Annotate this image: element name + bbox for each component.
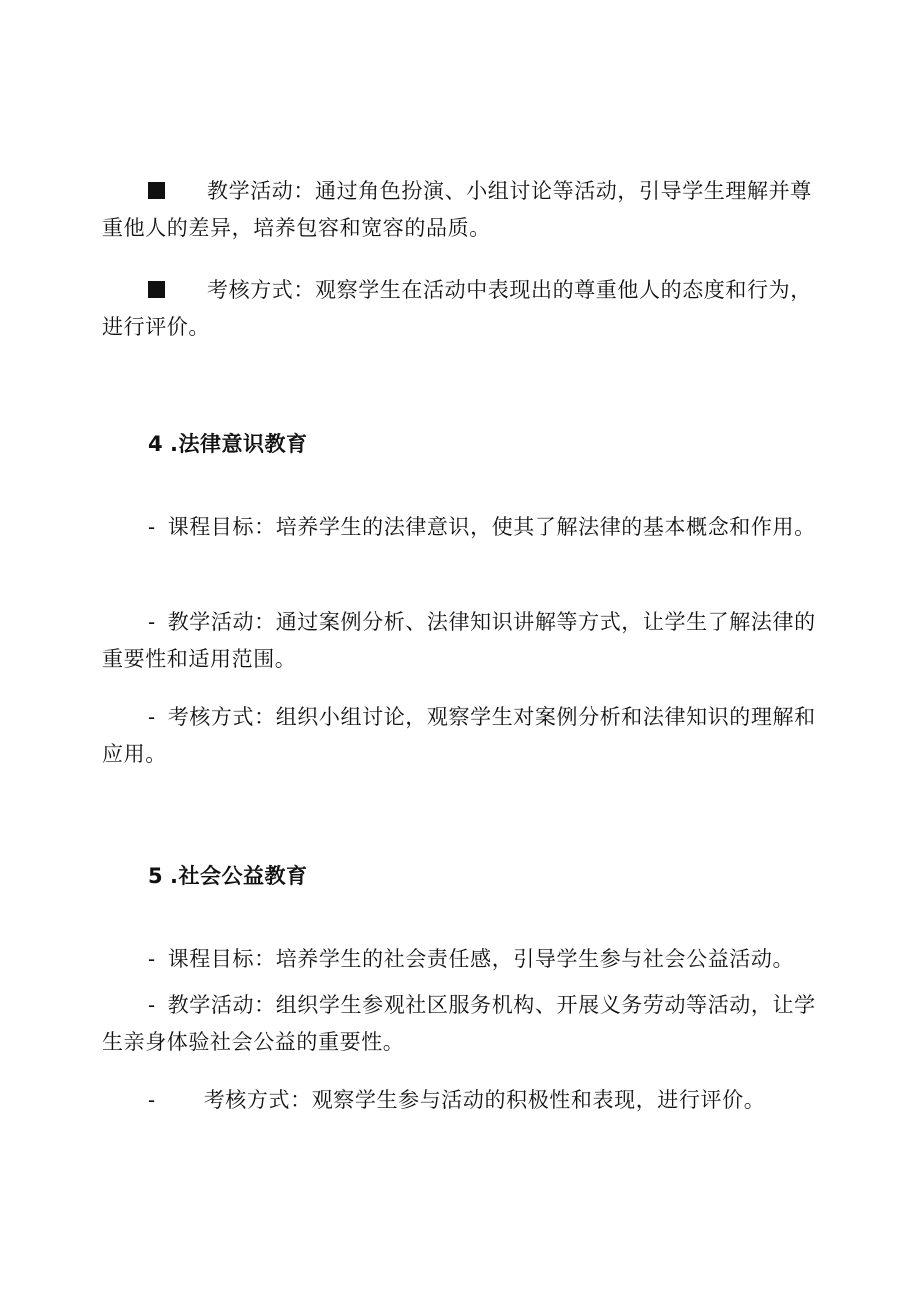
- list-item-course-goal: [102, 941, 818, 978]
- dash-marker: -: [148, 705, 156, 729]
- dash-marker: -: [148, 1088, 156, 1112]
- bullet-item-teaching-activity: [102, 173, 818, 247]
- section-heading-public-welfare: [148, 861, 307, 891]
- section-heading-legal-awareness: [148, 429, 307, 459]
- dash-marker: -: [148, 993, 156, 1017]
- list-item-teaching-activity: [102, 604, 818, 678]
- list-item-text: 教学活动：组织学生参观社区服务机构、开展义务劳动等活动，让学生亲身体验社会公益的重要性。: [102, 993, 816, 1054]
- list-item-assessment: [102, 1082, 818, 1119]
- square-bullet-icon: [148, 182, 165, 199]
- list-item-text: 考核方式：观察学生参与活动的积极性和表现，进行评价。: [203, 1088, 766, 1112]
- list-item-text: 课程目标：培养学生的社会责任感，引导学生参与社会公益活动。: [167, 947, 795, 971]
- list-item-text: 教学活动：通过案例分析、法律知识讲解等方式，让学生了解法律的重要性和适用范围。: [102, 610, 816, 671]
- square-bullet-icon: [148, 281, 165, 298]
- bullet-item-assessment: [102, 272, 818, 346]
- dash-marker: -: [148, 610, 156, 634]
- bullet-item-text: 考核方式：观察学生在活动中表现出的尊重他人的态度和行为，进行评价。: [102, 278, 812, 339]
- section-number: 5: [148, 864, 164, 888]
- section-number: 4: [148, 432, 164, 456]
- bullet-item-text: 教学活动：通过角色扮演、小组讨论等活动，引导学生理解并尊重他人的差异，培养包容和宽容的品质。: [102, 179, 812, 240]
- section-title: .法律意识教育: [170, 432, 308, 456]
- dash-marker: -: [148, 515, 156, 539]
- list-item-text: 课程目标：培养学生的法律意识，使其了解法律的基本概念和作用。: [167, 515, 816, 539]
- list-item-text: 考核方式：组织小组讨论，观察学生对案例分析和法律知识的理解和应用。: [102, 705, 816, 766]
- section-title: .社会公益教育: [170, 864, 308, 888]
- dash-marker: -: [148, 947, 156, 971]
- list-item-course-goal: [102, 509, 818, 546]
- list-item-teaching-activity: [102, 987, 818, 1061]
- list-item-assessment: [102, 699, 818, 773]
